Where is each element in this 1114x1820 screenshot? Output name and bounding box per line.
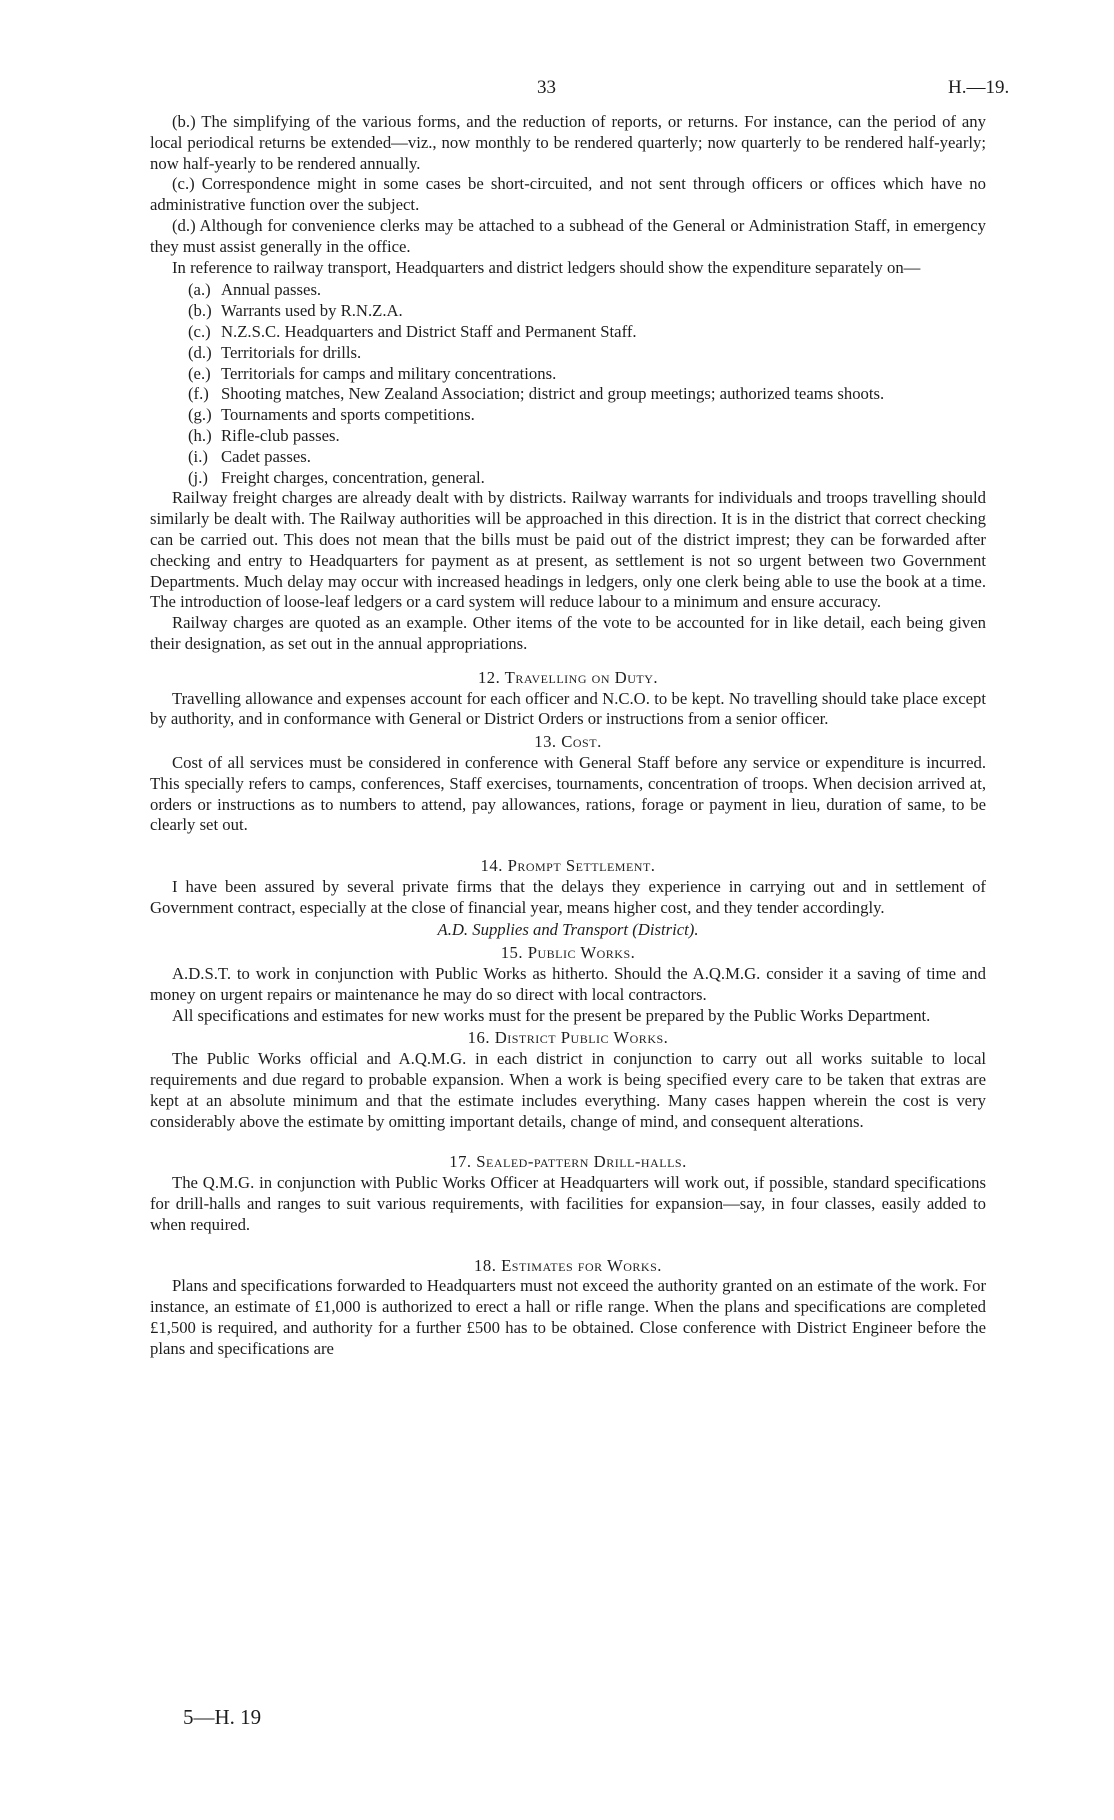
list-item-text: Freight charges, concentration, general. xyxy=(221,467,485,487)
railway-intro: In reference to railway transport, Headquarters and district ledgers should show the expenditure separately on— xyxy=(172,257,921,277)
subheading-ad-supplies: A.D. Supplies and Transport (District). xyxy=(437,920,699,940)
paragraph-c: (c.) Correspondence might in some cases be short-circuited, and not sent through officers or offices which have no administrative function over the subject. xyxy=(150,174,986,215)
page-number: 33 xyxy=(537,77,556,98)
list-item-label: (d.) xyxy=(188,342,212,362)
paragraph-b: (b.) The simplifying of the various forms, and the reduction of reports, or returns. For instance, can the period of any local periodical returns be extended—viz., now monthly to be rendered quarterly; now quarterly to be rendered half-yearly; now half-yearly to be rendered annually. xyxy=(150,112,986,173)
railway-paragraph: Railway charges are quoted as an example. Other items of the vote to be accounted for in like detail, each being given their designation, as set out in the annual appropriations. xyxy=(150,613,986,653)
list-item-label: (a.) xyxy=(188,280,211,300)
list-item-text: Warrants used by R.N.Z.A. xyxy=(221,301,403,321)
list-item-text: N.Z.S.C. Headquarters and District Staff and Permanent Staff. xyxy=(221,321,637,341)
list-item-label: (e.) xyxy=(188,363,211,383)
list-item-text: Tournaments and sports competitions. xyxy=(221,405,475,425)
list-item-label: (j.) xyxy=(188,467,208,487)
list-item xyxy=(150,468,986,489)
section-heading-15: 15. Public Works. xyxy=(500,943,636,963)
list-item-text: Cadet passes. xyxy=(221,446,311,466)
list-item-label: (f.) xyxy=(188,384,209,404)
section-heading-18: 18. Estimates for Works. xyxy=(474,1255,662,1275)
section-15-paragraph: A.D.S.T. to work in conjunction with Public Works as hitherto. Should the A.Q.M.G. consider it a saving of time and money on urgent repairs or maintenance he may do so direct with local contractors. xyxy=(150,964,986,1004)
list-item-label: (i.) xyxy=(188,446,208,466)
list-item-label: (g.) xyxy=(188,405,212,425)
list-item-text: Shooting matches, New Zealand Association; district and group meetings; authorized teams shoots. xyxy=(221,384,885,404)
list-item-label: (h.) xyxy=(188,425,212,445)
document-reference: H.—19. xyxy=(948,77,1010,98)
railway-expenditure-list xyxy=(150,280,986,488)
list-item xyxy=(150,322,986,343)
section-heading-14: 14. Prompt Settlement. xyxy=(480,856,656,876)
section-heading-16: 16. District Public Works. xyxy=(467,1028,669,1048)
list-item xyxy=(150,405,986,426)
section-heading-13: 13. Cost. xyxy=(534,732,602,752)
list-item xyxy=(150,364,986,385)
paragraph-d: (d.) Although for convenience clerks may be attached to a subhead of the General or Administration Staff, in emergency they must assist generally in the office. xyxy=(150,215,986,256)
section-12-paragraph: Travelling allowance and expenses account for each officer and N.C.O. to be kept. No travelling should take place except by authority, and in conformance with General or District Orders or instructions from a senior officer. xyxy=(150,688,986,729)
list-item-text: Annual passes. xyxy=(221,280,322,300)
document-body xyxy=(150,112,986,1360)
list-item xyxy=(150,426,986,447)
section-17-paragraph: The Q.M.G. in conjunction with Public Works Officer at Headquarters will work out, if possible, standard specifications for drill-halls and ranges to suit various requirements, with facilities for expansion—say, in four classes, easily added to when required. xyxy=(150,1173,986,1234)
list-item xyxy=(150,384,986,405)
list-item-text: Rifle-club passes. xyxy=(221,425,340,445)
footer-reference: 5—H. 19 xyxy=(183,1705,262,1729)
section-15-paragraph: All specifications and estimates for new works must for the present be prepared by the Public Works Department. xyxy=(172,1005,931,1025)
list-item-text: Territorials for camps and military concentrations. xyxy=(221,363,557,383)
list-item xyxy=(150,343,986,364)
list-item-text: Territorials for drills. xyxy=(221,342,362,362)
list-item-label: (c.) xyxy=(188,321,211,341)
section-16-paragraph: The Public Works official and A.Q.M.G. in each district in conjunction to carry out all works suitable to local requirements and due regard to probable expansion. When a work is being specified every care to be taken that extras are kept at an absolute minimum and that the estimate includes everything. Many cases happen wherein the cost is very considerably above the estimate by omitting important details, change of mind, and consequent alterations. xyxy=(150,1049,986,1131)
section-13-paragraph: Cost of all services must be considered in conference with General Staff before any service or expenditure is incurred. This specially refers to camps, conferences, Staff exercises, tournaments, concentration of troops. When decision arrived at, orders or instructions as to numbers to attend, pay allowances, rations, forage or payment in lieu, duration of same, to be clearly set out. xyxy=(150,752,986,835)
section-18-paragraph: Plans and specifications forwarded to Headquarters must not exceed the authority granted on an estimate of the work. For instance, an estimate of £1,000 is authorized to erect a hall or rifle range. When the plans and specifications are completed £1,500 is required, and authority for a further £500 has to be obtained. Close conference with District Engineer before the plans and specifications are xyxy=(150,1276,986,1358)
section-heading-17: 17. Sealed-pattern Drill-halls. xyxy=(449,1152,687,1172)
list-item-label: (b.) xyxy=(188,301,212,321)
list-item xyxy=(150,447,986,468)
section-heading-12: 12. Travelling on Duty. xyxy=(477,667,659,687)
list-item xyxy=(150,301,986,322)
list-item xyxy=(150,280,986,301)
railway-paragraph: Railway freight charges are already dealt with by districts. Railway warrants for individuals and troops travelling should similarly be dealt with. The Railway authorities will be approached in this direction. It is in the district that correct checking can be carried out. This does not mean that the bills must be paid out of the district imprest; they can be forwarded after checking and entry to Headquarters for payment as at present, as settlement is not so urgent between two Government Departments. Much delay may occur with increased headings in ledgers, only one clerk being able to use the book at a time. The introduction of loose-leaf ledgers or a card system will reduce labour to a minimum and ensure accuracy. xyxy=(150,488,986,612)
section-14-paragraph: I have been assured by several private firms that the delays they experience in carrying out and in settlement of Government contract, especially at the close of financial year, means higher cost, and they tender accordingly. xyxy=(150,876,986,917)
